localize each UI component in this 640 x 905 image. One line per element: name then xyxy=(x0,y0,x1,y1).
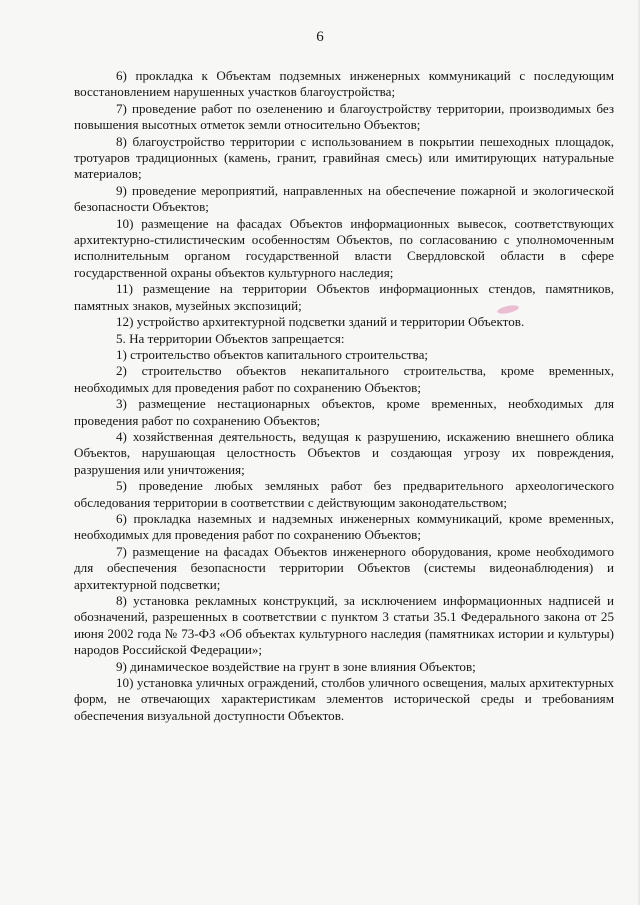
document-body xyxy=(74,68,614,724)
paragraph: 4) хозяйственная деятельность, ведущая к разрушению, искажению внешнего облика Объектов, нарушающая целостность Объектов и создающая угрозу их повреждения, разрушения или уничтожения; xyxy=(74,428,614,477)
paragraph: 8) благоустройство территории с использованием в покрытии пешеходных площадок, тротуаров традиционных (камень, гранит, гравийная смесь) или имитирующих натуральные материалов; xyxy=(74,133,614,182)
paragraph: 9) проведение мероприятий, направленных на обеспечение пожарной и экологической безопасности Объектов; xyxy=(74,182,614,215)
paragraph: 1) строительство объектов капитального строительства; xyxy=(116,346,429,362)
paragraph: 6) прокладка к Объектам подземных инженерных коммуникаций с последующим восстановлением нарушенных участков благоустройства; xyxy=(74,68,614,100)
paragraph: 7) проведение работ по озеленению и благоустройству территории, производимых без повышения высотных отметок земли относительно Объектов; xyxy=(74,100,614,133)
paragraph: 11) размещение на территории Объектов информационных стендов, памятников, памятных знаков, музейных экспозиций; xyxy=(74,281,614,313)
paragraph: 8) установка рекламных конструкций, за исключением информационных надписей и обозначений, разрешенных в соответствии с пунктом 3 статьи 35.1 Федерального закона от 25 июня 2002 года № 73-ФЗ «Об объектах культурного наследия (памятниках истории и культуры) народов Российской Федерации»; xyxy=(74,593,614,658)
page-number: 6 xyxy=(316,29,324,45)
paragraph: 3) размещение нестационарных объектов, кроме временных, необходимых для проведения работ по сохранению Объектов; xyxy=(74,396,614,428)
paragraph: 5) проведение любых земляных работ без предварительного археологического обследования территории в соответствии с действующим законодательством; xyxy=(74,478,614,510)
paragraph: 6) прокладка наземных и надземных инженерных коммуникаций, кроме временных, необходимых для проведения работ по сохранению Объектов; xyxy=(74,510,614,543)
paragraph: 10) размещение на фасадах Объектов информационных вывесок, соответствующих архитектурно-стилистическим особенностям Объектов, по согласованию с уполномоченным исполнительным органом государственной власти Свердловской области в сфере государственной охраны объектов культурного наследия; xyxy=(74,215,614,280)
section-heading: 5. На территории Объектов запрещается: xyxy=(116,330,345,346)
paragraph: 12) устройство архитектурной подсветки зданий и территории Объектов. xyxy=(116,314,525,330)
paragraph: 9) динамическое воздействие на грунт в зоне влияния Объектов; xyxy=(116,658,476,674)
paragraph: 2) строительство объектов некапитального строительства, кроме временных, необходимых для проведения работ по сохранению Объектов; xyxy=(74,363,614,395)
paragraph: 7) размещение на фасадах Объектов инженерного оборудования, кроме необходимого для обеспечения безопасности территории Объектов (системы видеонаблюдения) и архитектурной подсветки; xyxy=(74,543,614,592)
paragraph: 10) установка уличных ограждений, столбов уличного освещения, малых архитектурных форм, не отвечающих характеристикам элементов исторической среды и требованиям обеспечения визуальной доступности Объектов. xyxy=(74,675,614,723)
